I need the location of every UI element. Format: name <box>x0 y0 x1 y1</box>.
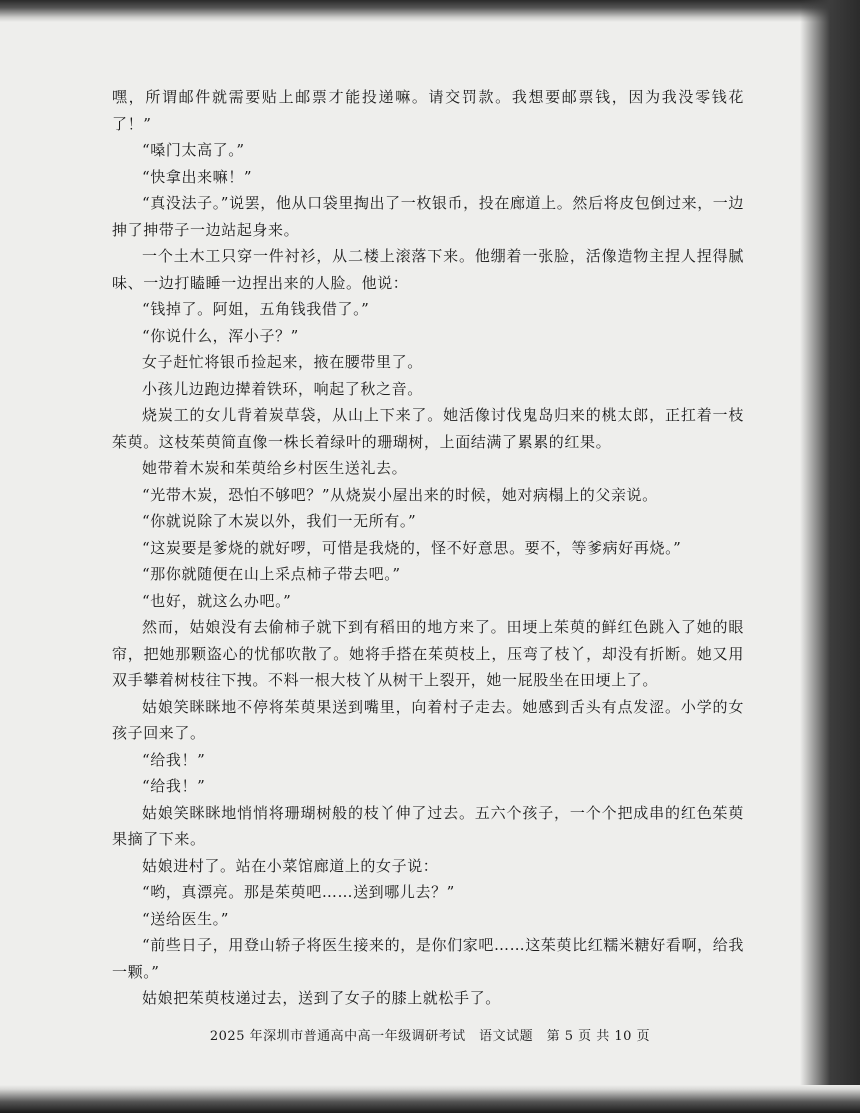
paragraph: “钱掉了。阿姐，五角钱我借了。” <box>142 300 370 318</box>
paragraph: 嘿，所谓邮件就需要贴上邮票才能投递嘛。请交罚款。我想要邮票钱，因为我没零钱花了！” <box>112 88 744 133</box>
paragraph: “也好，就这么办吧。” <box>142 591 292 610</box>
paragraph: “那你就随便在山上采点柿子带去吧。” <box>142 565 401 583</box>
paragraph: “真没法子。”说罢，他从口袋里掏出了一枚银币，投在廊道上。然后将皮包倒过来，一边抻了抻带子一边站起身来。 <box>112 194 744 239</box>
paragraph: “送给医生。” <box>142 909 230 928</box>
scan-right-edge <box>800 0 860 1113</box>
paragraph: “嗓门太高了。” <box>142 141 245 159</box>
scan-bottom-shadow <box>0 1085 860 1113</box>
paragraph: 姑娘进村了。站在小菜馆廊道上的女子说： <box>142 856 439 875</box>
paragraph: 姑娘把茱萸枝递过去，送到了女子的膝上就松手了。 <box>142 989 501 1007</box>
paragraph: “给我！” <box>142 750 206 769</box>
paragraph: 然而，姑娘没有去偷柿子就下到有稻田的地方来了。田埂上茱萸的鲜红色跳入了她的眼帘，把她那颗盗心的忧郁吹散了。她将手搭在茱萸枝上，压弯了枝丫，却没有折断。她又用双手攀着树枝往下拽。不料一根大枝丫从树干上裂开，她一屁股坐在田埂上了。 <box>112 618 744 689</box>
paragraph: “这炭要是爹烧的就好啰，可惜是我烧的，怪不好意思。要不，等爹病好再烧。” <box>142 538 682 557</box>
story-text <box>112 84 744 1012</box>
paragraph: 姑娘笑眯眯地悄悄将珊瑚树般的枝丫伸了过去。五六个孩子，一个个把成串的红色茱萸果摘了下来。 <box>112 803 744 848</box>
paragraph: “前些日子，用登山轿子将医生接来的，是你们家吧……这茱萸比红糯米糖好看啊，给我一颗。” <box>112 936 744 981</box>
paragraph: 姑娘笑眯眯地不停将茱萸果送到嘴里，向着村子走去。她感到舌头有点发涩。小学的女孩子回来了。 <box>112 697 744 742</box>
paragraph: 她带着木炭和茱萸给乡村医生送礼去。 <box>142 459 408 477</box>
paragraph: “快拿出来嘛！” <box>142 167 253 186</box>
paragraph: “你说什么，浑小子？” <box>142 326 299 345</box>
paragraph: “给我！” <box>142 777 206 795</box>
paragraph: “哟，真漂亮。那是茱萸吧……送到哪儿去？” <box>142 883 455 901</box>
paragraph: “光带木炭，恐怕不够吧？”从烧炭小屋出来的时候，她对病榻上的父亲说。 <box>142 485 658 504</box>
paragraph: “你就说除了木炭以外，我们一无所有。” <box>142 512 417 530</box>
paragraph: 烧炭工的女儿背着炭草袋，从山上下来了。她活像讨伐鬼岛归来的桃太郎，正扛着一枝茱萸。这枝茱萸简直像一株长着绿叶的珊瑚树，上面结满了累累的红果。 <box>112 406 744 451</box>
scan-top-shadow <box>0 0 860 22</box>
paragraph: 一个土木工只穿一件衬衫，从二楼上滚落下来。他绷着一张脸，活像造物主捏人捏得腻味、一边打瞌睡一边捏出来的人脸。他说： <box>112 247 744 292</box>
paragraph: 女子赶忙将银币捡起来，掖在腰带里了。 <box>142 353 423 371</box>
paragraph: 小孩儿边跑边撵着铁环，响起了秋之音。 <box>142 379 423 398</box>
page-footer: 2025 年深圳市普通高中高一年级调研考试 语文试题 第 5 页 共 10 页 <box>209 1029 651 1044</box>
